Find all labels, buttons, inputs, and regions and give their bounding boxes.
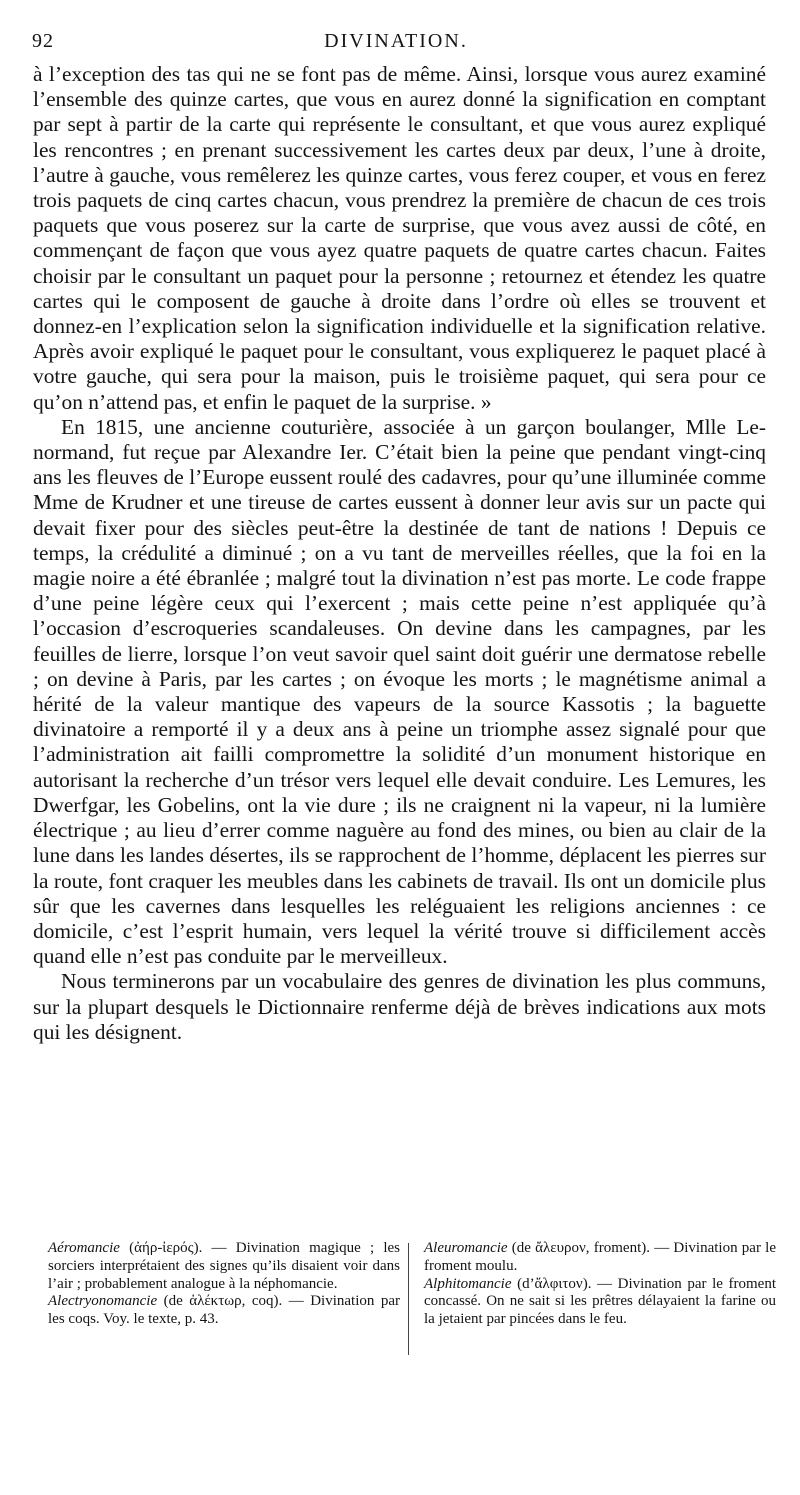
footnote-term: Aleuromancie — [424, 1240, 508, 1256]
running-title: DIVINATION. — [324, 30, 468, 52]
column-divider — [408, 1243, 410, 1355]
paragraph-continued: à l’exception des tas qui ne se font pas de même. Ainsi, lorsque vous aurez examiné l’ensemble des quinze cartes, que vous en aurez donné la signification en comptant par sept à partir de la carte qui représente le consultant, et que vous aurez expliqué les rencontres ; en prenant successivement les cartes deux par deux, l’une à droite, l’autre à gauche, vous remêlerez les quinze cartes, vous ferez couper, et vous en ferez trois paquets de cinq cartes chacun, vous prendrez la première de chacun de ces trois paquets que vous poserez sur la carte de surprise, que vous avez aussi de côté, en commençant de façon que vous ayez quatre paquets de quatre cartes chacun. Faites choisir par le consultant un paquet pour la personne ; retournez et étendez les quatre cartes qui le composent de gauche à droite dans l’ordre où elles se trouvent et donnez-en l’explication selon la signification individuelle et la signification relative. Après avoir expliqué le paquet pour le consultant, vous expliquerez le paquet placé à votre gauche, qui sera pour la maison, puis le troisième paquet, qui sera pour ce qu’on n’attend pas, et enfin le paquet de la surprise. » — [33, 62, 766, 414]
footnotes-right-column — [424, 1240, 776, 1329]
page-header — [32, 30, 760, 58]
footnote-text: (ἀήρ-ἰερός). — Divination magique ; les sorciers interprétaient des signes qu’ils disaient voir dans l’air ; probablement analogue à la néphomancie. — [48, 1240, 400, 1292]
page-number: 92 — [32, 30, 54, 52]
paragraph-vocabulary-intro: Nous terminerons par un vocabulaire des genres de divination les plus communs, sur la plupart desquels le Dictionnaire renferme déjà de brèves indications aux mots qui les désignent. — [33, 969, 766, 1044]
paragraph-lenormand: En 1815, une ancienne couturière, associée à un garçon boulanger, Mlle Lenormand, fut reçue par Alexandre Ier. C’était bien la peine que pendant vingt-cinq ans les fleuves de l’Europe eussent roulé des cadavres, pour qu’une illuminée comme Mme de Krudner et une tireuse de cartes eussent à donner leur avis sur un pacte qui devait fixer pour des siècles peut-être la destinée de tant de nations ! Depuis ce temps, la crédulité a diminué ; on a vu tant de merveilles réelles, que la foi en la magie noire a été ébranlée ; malgré tout la divination n’est pas morte. Le code frappe d’une peine légère ceux qui l’exercent ; mais cette peine n’est appliquée qu’à l’occasion d’escroqueries scandaleuses. On devine dans les campagnes, par les feuilles de lierre, lorsque l’on veut savoir quel saint doit guérir une dermatose rebelle ; on devine à Paris, par les cartes ; on évoque les morts ; le magnétisme animal a hérité de la valeur mantique des vapeurs de la source Kassotis ; la baguette divinatoire a remporté il y a deux ans à peine un triomphe assez signalé pour que l’administration ait failli compromettre la solidité d’un monument historique en autorisant la recherche d’un trésor vers lequel elle devait conduire. Les Lemures, les Dwerfgar, les Gobelins, ont la vie dure ; ils ne craignent ni la vapeur, ni la lumière électrique ; au lieu d’errer comme naguère au fond des mines, ou bien au clair de la lune dans les landes désertes, ils se rapprochent de l’homme, déplacent les pierres sur la route, font craquer les meubles dans les cabinets de travail. Ils ont un domicile plus sûr que les cavernes dans lesquelles les reléguaient les religions anciennes : ce domicile, c’est l’esprit humain, vers lequel la vérité trouve si difficilement accès quand elle n’est pas conduite par le merveilleux. — [33, 414, 766, 969]
footnote-alphitomancie — [424, 1276, 776, 1329]
footnote-term: Alphitomancie — [424, 1275, 512, 1292]
main-text — [33, 62, 766, 1045]
footnotes-left-column — [48, 1240, 400, 1329]
footnote-term: Aéromancie — [48, 1240, 120, 1256]
footnote-aeromancie — [48, 1240, 400, 1293]
footnote-alectryonomancie — [48, 1293, 400, 1329]
footnote-term: Alectryonomancie — [48, 1293, 158, 1310]
footnote-text: (d’ἄλφιτον). — Divination par le froment concassé. On ne sait si les prêtres délayaient la farine ou la jetaient par pincées dans le feu. — [424, 1275, 776, 1328]
footnote-text: (de ἀλέκτωρ, coq). — Divination par les coqs. Voy. le texte, p. 43. — [48, 1293, 400, 1328]
footnote-text: (de ἄλευρον, froment). — Divination par le froment moulu. — [424, 1240, 776, 1274]
footnote-aleuromancie — [424, 1240, 776, 1276]
